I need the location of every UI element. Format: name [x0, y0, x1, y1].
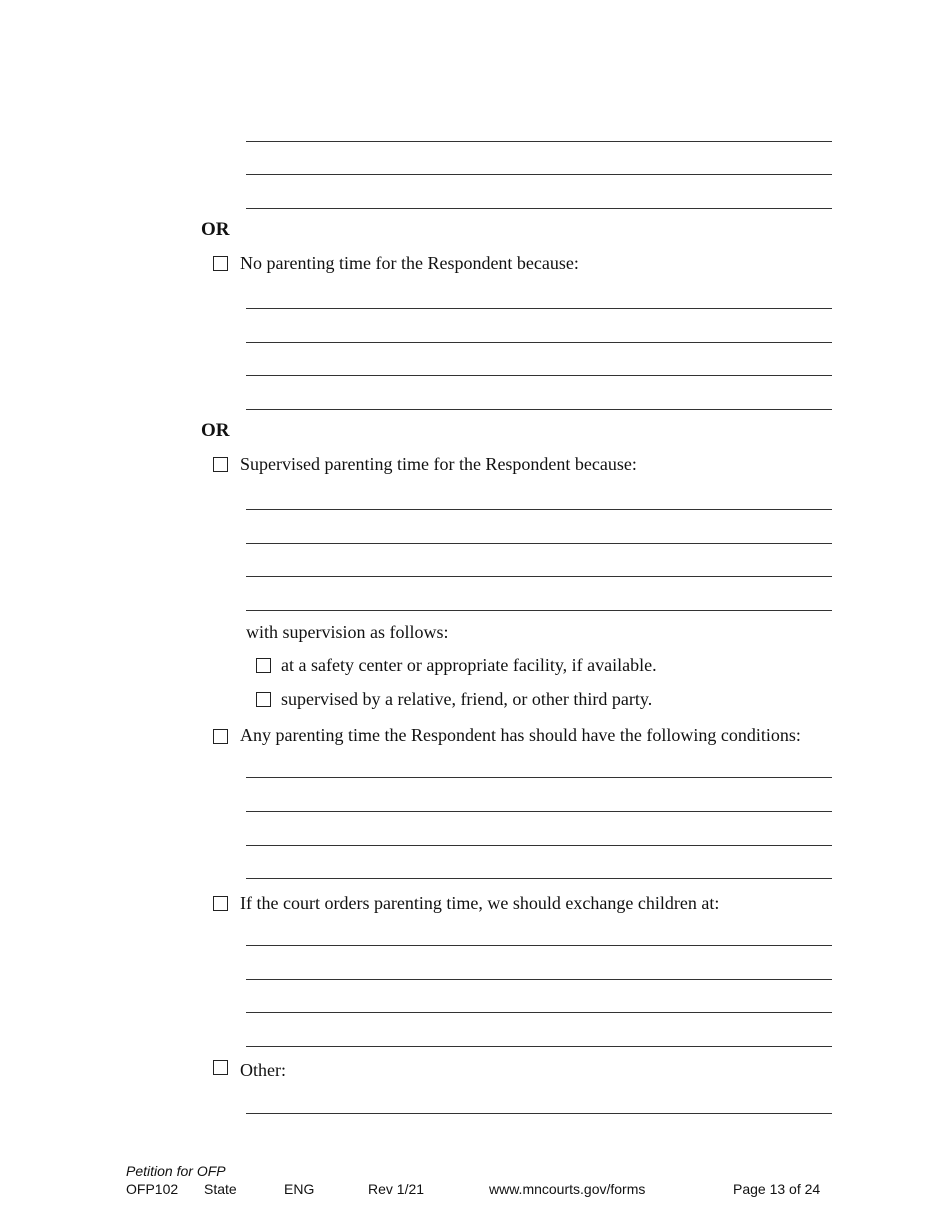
write-line[interactable] — [246, 543, 832, 544]
write-line[interactable] — [246, 576, 832, 577]
no-parenting-time-checkbox[interactable] — [213, 256, 228, 271]
footer-page-number: Page 13 of 24 — [733, 1181, 821, 1197]
supervised-by-relative-label: supervised by a relative, friend, or other third party. — [281, 689, 653, 709]
supervised-parenting-time-label: Supervised parenting time for the Respondent because: — [240, 454, 637, 474]
footer-language: ENG — [284, 1181, 315, 1197]
supervised-parenting-time-checkbox[interactable] — [213, 457, 228, 472]
write-line[interactable] — [246, 610, 832, 611]
footer-revision: Rev 1/21 — [368, 1181, 425, 1197]
write-line[interactable] — [246, 811, 832, 812]
other-label: Other: — [240, 1060, 286, 1080]
write-line[interactable] — [246, 375, 832, 376]
write-line[interactable] — [246, 409, 832, 410]
write-line[interactable] — [246, 1012, 832, 1013]
write-line[interactable] — [246, 1046, 832, 1047]
supervised-by-relative-checkbox[interactable] — [256, 692, 271, 707]
exchange-children-checkbox[interactable] — [213, 896, 228, 911]
or-label: OR — [201, 420, 230, 441]
parenting-conditions-label: Any parenting time the Respondent has should have the following conditions: — [240, 725, 801, 745]
write-line[interactable] — [246, 208, 832, 209]
parenting-conditions-checkbox[interactable] — [213, 729, 228, 744]
exchange-children-label: If the court orders parenting time, we should exchange children at: — [240, 893, 720, 913]
write-line[interactable] — [246, 509, 832, 510]
write-line[interactable] — [246, 777, 832, 778]
other-checkbox[interactable] — [213, 1060, 228, 1075]
write-line[interactable] — [246, 878, 832, 879]
safety-center-checkbox[interactable] — [256, 658, 271, 673]
write-line[interactable] — [246, 174, 832, 175]
write-line[interactable] — [246, 1113, 832, 1114]
write-line[interactable] — [246, 945, 832, 946]
safety-center-label: at a safety center or appropriate facility, if available. — [281, 655, 657, 675]
with-supervision-label: with supervision as follows: — [246, 622, 449, 642]
write-line[interactable] — [246, 141, 832, 142]
write-line[interactable] — [246, 845, 832, 846]
footer-website[interactable]: www.mncourts.gov/forms — [489, 1181, 646, 1197]
footer-form-title: Petition for OFP — [126, 1163, 226, 1179]
no-parenting-time-label: No parenting time for the Respondent because: — [240, 253, 579, 273]
footer-jurisdiction: State — [204, 1181, 237, 1197]
write-line[interactable] — [246, 979, 832, 980]
or-label: OR — [201, 219, 230, 240]
footer-form-code: OFP102 — [126, 1181, 179, 1197]
write-line[interactable] — [246, 308, 832, 309]
write-line[interactable] — [246, 342, 832, 343]
